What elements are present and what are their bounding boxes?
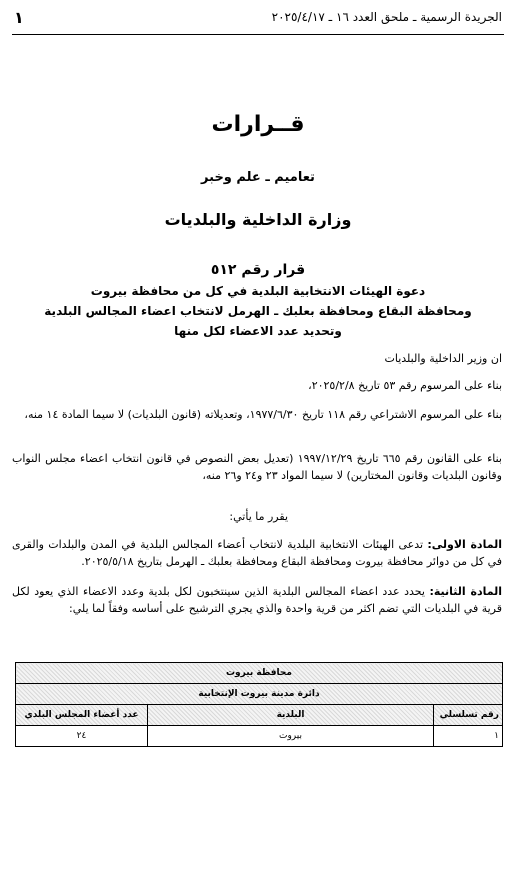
article-2 [12,583,502,617]
page-number: ١ [14,8,24,27]
decision-title-line-2: ومحافظة البقاع ومحافظة بعلبك ـ الهرمل لانتخاب اعضاء المجالس البلدية [44,304,472,318]
article-2-label: المادة الثانية: [429,585,503,598]
municipalities-table [15,662,503,747]
subsection-heading: تعاميم ـ علم وخبر [201,170,315,185]
district-cell: دائرة مدينة بيروت الإنتخابية [16,684,503,705]
article-1-text: تدعى الهيئات الانتخابية البلدية لانتخاب أعضاء المجالس البلدية في المدن والبلدات والقرى في كل من دوائر محافظة بيروت ومحافظة البقاع ومحافظة بعلبك ـ الهرمل بتاريخ ٢٠٢٥/٥/١٨. [12,538,502,568]
ministry-heading: وزارة الداخلية والبلديات [164,210,352,229]
section-heading: قــرارات [211,112,305,137]
members-cell: ٢٤ [16,726,148,747]
decision-title-line-3: وتحديد عدد الاعضاء لكل منها [174,324,342,338]
municipality-cell: بيروت [148,726,434,747]
table-row [16,726,503,747]
preamble-minister: ان وزير الداخلية والبلديات [384,352,502,365]
running-header [14,8,502,30]
district-row [16,684,503,705]
col-members-header: عدد أعضاء المجلس البلدي [16,705,148,726]
col-serial-header: رقم تسلسلي [434,705,503,726]
preamble-decree: بناء على المرسوم رقم ٥٣ تاريخ ٢٠٢٥/٢/٨، [308,379,502,392]
header-rule [12,34,504,35]
governorate-row [16,663,503,684]
article-1-label: المادة الاولى: [427,538,502,551]
decision-number: قرار رقم ٥١٢ [210,262,306,278]
serial-cell: ١ [434,726,503,747]
preamble-legislative-decree: بناء على المرسوم الاشتراعي رقم ١١٨ تاريخ ١٩٧٧/٦/٣٠، وتعديلاته (قانون البلديات) لا سيما المادة ١٤ منه، [24,408,502,421]
header-title: الجريدة الرسمية ـ ملحق العدد ١٦ ـ ٢٠٢٥/٤/١٧ [271,10,502,24]
article-2-text: يحدد عدد اعضاء المجالس البلدية الذين سينتخبون لكل بلدية وعدد الاعضاء الذي يعود لكل قرية في البلديات التي تضم اكثر من قرية واحدة والذي يجري الترشيح على أساسه وفقاً لما يلي: [12,585,502,615]
article-1 [12,536,502,570]
decision-title-line-1: دعوة الهيئات الانتخابية البلدية في كل من محافظة بيروت [90,284,426,298]
col-municipality-header: البلدية [148,705,434,726]
governorate-cell: محافظة بيروت [16,663,503,684]
preamble-law: بناء على القانون رقم ٦٦٥ تاريخ ١٩٩٧/١٢/٢٩ (تعديل بعض النصوص في قانون انتخاب اعضاء مجلس النواب وقانون البلديات وقانون المختارين) لا سيما المواد ٢٣ و٢٤ و٢٦ منه، [12,452,502,482]
decides-line: يقرر ما يأتي: [229,510,288,523]
table-header-row [16,705,503,726]
